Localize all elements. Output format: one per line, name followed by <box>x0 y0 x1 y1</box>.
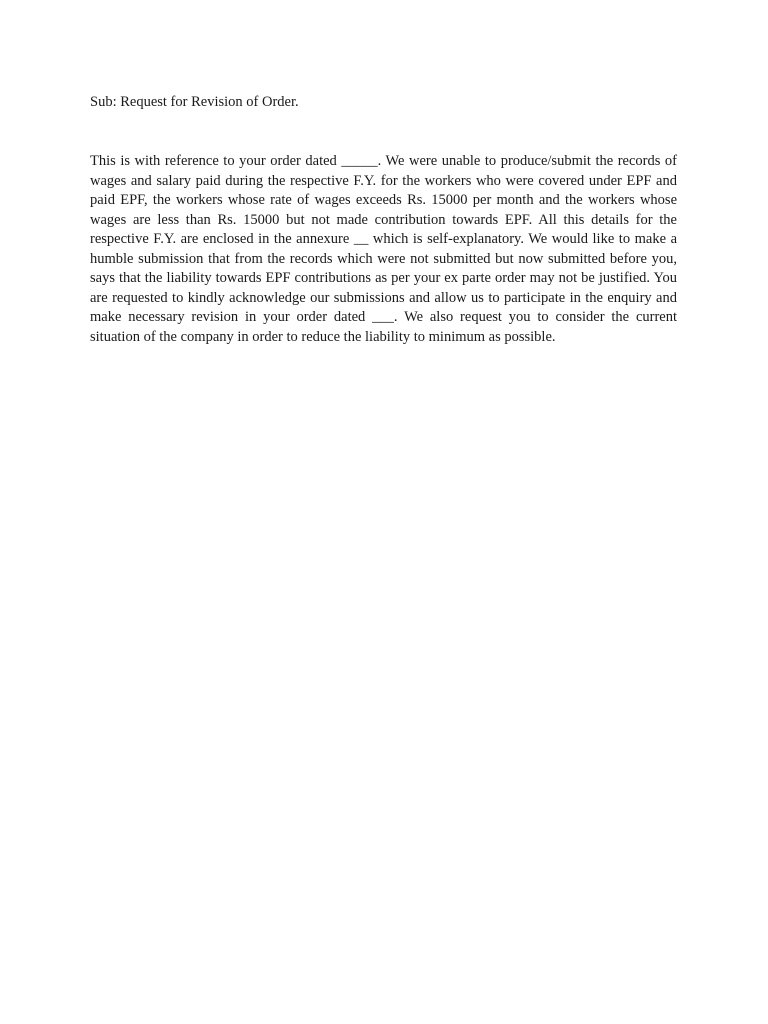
subject-line: Sub: Request for Revision of Order. <box>90 94 299 110</box>
body-paragraph: This is with reference to your order dated _____. We were unable to produce/submit the records of wages and salary paid during the respective F.Y. for the workers who were covered under EPF and paid EPF, the workers whose rate of wages exceeds Rs. 15000 per month and the workers whose wages are less than Rs. 15000 but not made contribution towards EPF. All this details for the respective F.Y. are enclosed in the annexure __ which is self-explanatory. We would like to make a humble submission that from the records which were not submitted but now submitted before you, says that the liability towards EPF contributions as per your ex parte order may not be justified. You are requested to kindly acknowledge our submissions and allow us to participate in the enquiry and make necessary revision in your order dated ___. We also request you to consider the current situation of the company in order to reduce the liability to minimum as possible. <box>90 153 677 345</box>
